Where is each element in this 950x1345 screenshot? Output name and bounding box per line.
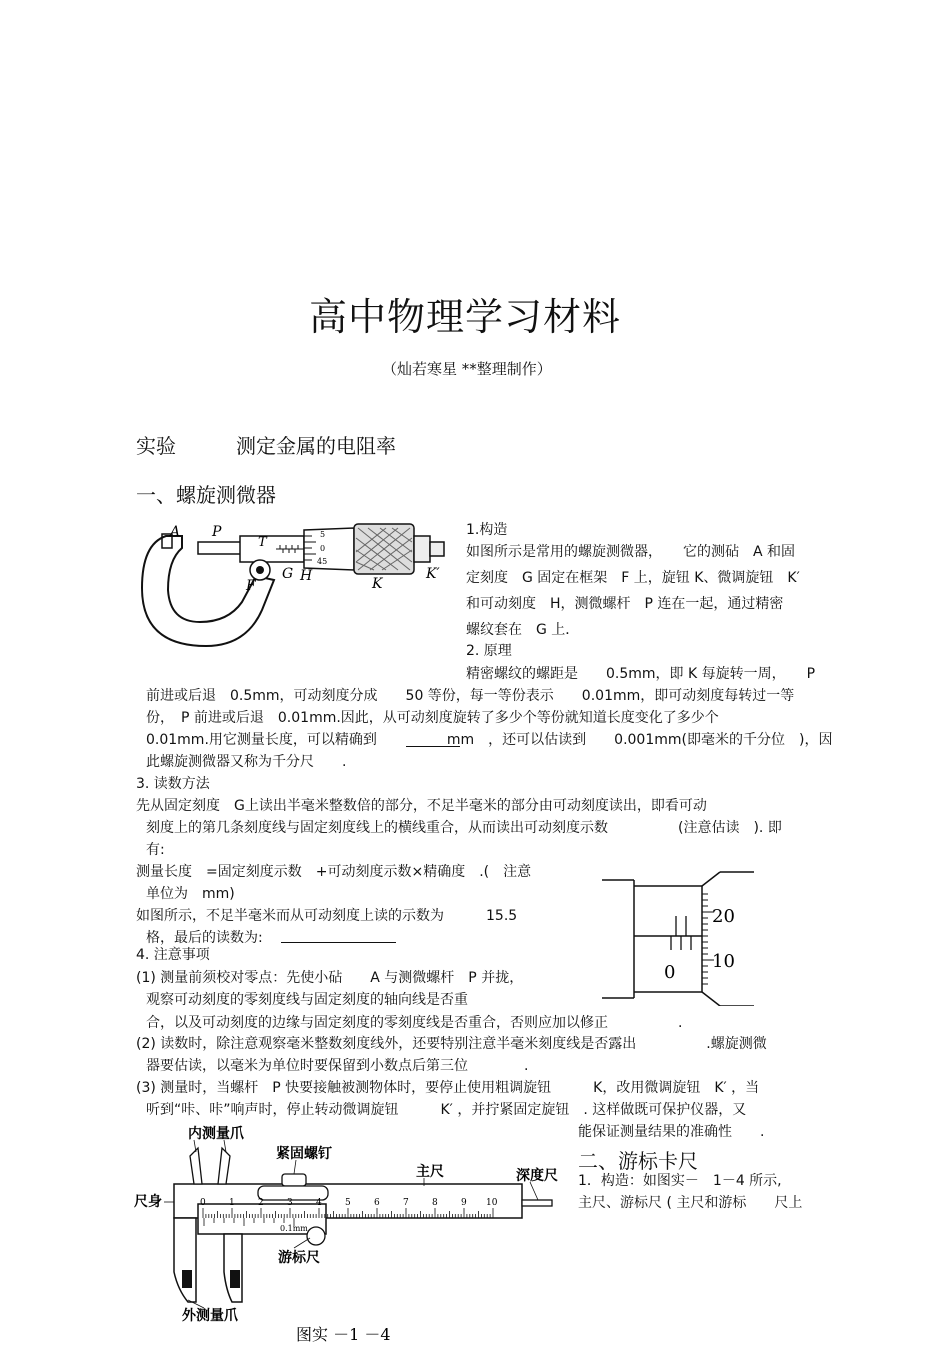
label-t: T [258, 535, 267, 550]
notes-line: (3) 测量时，当螺杆 P 快要接触被测物体时，要停止使用粗调旋钮 K，改用微调旋钮 K′ ，当 [136, 1080, 760, 1096]
fig-label-20: 20 [712, 906, 735, 927]
experiment-heading: 实验 测定金属的电阻率 [136, 434, 396, 458]
caliper-line: 主尺、游标尺 ( 主尺和游标 尺上 [578, 1195, 803, 1211]
caliper-figure [134, 1122, 560, 1345]
scale-num-0: 0 [320, 544, 326, 553]
label-p: P [212, 524, 222, 540]
micrometer-figure [136, 518, 456, 658]
answer-blank[interactable] [281, 942, 396, 943]
notes-line: (1) 测量前须校对零点：先使小砧 A 与测微螺杆 P 并拢， [136, 970, 524, 986]
notes-line: 观察可动刻度的零刻度线与固定刻度的轴向线是否重 [146, 992, 468, 1008]
figure-caption: 图实 －1 －4 [296, 1325, 391, 1344]
reading-line: 先从固定刻度 G上读出半毫米整数倍的部分，不足半毫米的部分由可动刻度读出，即看可动 [136, 798, 707, 814]
lock-screw-shape [282, 1174, 306, 1186]
label-vernier: 游标尺 [278, 1250, 320, 1266]
fig-label-10: 10 [712, 951, 735, 972]
construction-line: 和可动刻度 H，测微螺杆 P 连在一起，通过精密 [466, 596, 784, 612]
construction-line: 螺纹套在 G 上． [466, 622, 580, 638]
tick-3: 3 [287, 1198, 293, 1208]
notes-heading: 4. 注意事项 [136, 947, 210, 963]
fine-knob-shape [414, 536, 430, 562]
section1-heading: 一、螺旋测微器 [136, 483, 276, 507]
construction-line: 如图所示是常用的螺旋测微器， 它的测砧 A 和固 [466, 544, 796, 560]
outer-jaw-shape [174, 1218, 196, 1302]
label-depth-rod: 深度尺 [516, 1168, 558, 1184]
label-g: G [282, 566, 294, 582]
tick-0: 0 [200, 1198, 206, 1208]
reading-line: 格，最后的读数为: [146, 930, 263, 946]
reading-line: 刻度上的第几条刻度线与固定刻度线上的横线重合，从而读出可动刻度示数 (注意估读 ). 即 [146, 820, 782, 836]
tick-10: 10 [486, 1198, 498, 1208]
notes-line: 听到“咔、咔”响声时，停止转动微调旋钮 K′ ，并拧紧固定旋钮 . 这样做既可保护仪器，又 [146, 1102, 747, 1118]
tick-2: 2 [258, 1198, 264, 1208]
label-a: A [170, 524, 181, 540]
section2-heading: 二、游标卡尺 [578, 1149, 698, 1173]
tick-6: 6 [374, 1198, 380, 1208]
label-h: H [300, 568, 313, 584]
tick-5: 5 [345, 1198, 351, 1208]
spindle-shape [198, 542, 242, 554]
principle-line: 精密螺纹的螺距是 0.5mm，即 K 每旋转一周， P [466, 666, 816, 682]
label-inner-jaw: 内测量爪 [188, 1126, 244, 1142]
principle-line: 前进或后退 0.5mm，可动刻度分成 50 等份，每一等份表示 0.01mm，即可动刻度每转过一等 [146, 688, 795, 704]
label-lock-screw: 紧固螺钉 [276, 1146, 332, 1162]
label-beam: 尺身 [134, 1194, 162, 1210]
fig-label-0: 0 [664, 962, 676, 983]
notes-line: (2) 读数时，除注意观察毫米整数刻度线外，还要特别注意半毫米刻度线是否露出 .螺旋测微 [136, 1036, 767, 1052]
blank-underline [406, 746, 460, 747]
reading-line: 测量长度 =固定刻度示数 +可动刻度示数×精确度 .( 注意 [136, 864, 532, 880]
page-title: 高中物理学习材料 [309, 295, 622, 339]
construction-line: 定刻度 G 固定在框架 F 上，旋钮 K、微调旋钮 K′ [466, 570, 800, 586]
tick-8: 8 [432, 1198, 438, 1208]
notes-line: 能保证测量结果的准确性 . [578, 1124, 765, 1140]
tick-9: 9 [461, 1198, 467, 1208]
notes-line: 合，以及可动刻度的边缘与固定刻度的零刻度线是否重合，否则应加以修正 . [146, 1015, 683, 1031]
reading-line: 如图所示，不足半毫米而从可动刻度上读的示数为 15.5 [136, 908, 518, 924]
label-k: K [372, 576, 383, 592]
tick-1: 1 [229, 1198, 235, 1208]
label-k-prime: K′ [426, 566, 440, 582]
principle-line: 份， P 前进或后退 0.01mm.因此，从可动刻度旋转了多少个等份就知道长度变化了多少个 [146, 710, 719, 726]
label-main-scale: 主尺 [416, 1164, 444, 1180]
scale-num-45: 45 [317, 557, 328, 566]
caliper-line: 1．构造：如图实－ 1－4 所示, [578, 1173, 782, 1189]
scale-num-5: 5 [320, 530, 326, 539]
page-subtitle: （灿若寒星 **整理制作） [382, 360, 552, 378]
principle-line: 此螺旋测微器又称为千分尺 . [146, 754, 347, 770]
vernier-precision-label: 0.1mm [280, 1224, 308, 1233]
notes-line: 器要估读，以毫米为单位时要保留到小数点后第三位 . [146, 1058, 529, 1074]
label-f: F [246, 578, 256, 594]
reading-figure [598, 866, 758, 1006]
reading-line: 单位为 mm) [146, 886, 235, 902]
label-outer-jaw: 外测量爪 [182, 1308, 238, 1324]
reading-heading: 3. 读数方法 [136, 776, 210, 792]
principle-line: 0.01mm.用它测量长度，可以精确到 mm ，还可以估读到 0.001mm(即毫米的千分位 )，因 [146, 732, 833, 748]
principle-heading: 2. 原理 [466, 643, 512, 659]
thimble-shape [304, 528, 354, 570]
tick-4: 4 [316, 1198, 322, 1208]
reading-line: 有: [146, 842, 165, 858]
tick-7: 7 [403, 1198, 409, 1208]
inner-jaw-shape [190, 1148, 202, 1184]
construction-heading: 1.构造 [466, 522, 508, 538]
